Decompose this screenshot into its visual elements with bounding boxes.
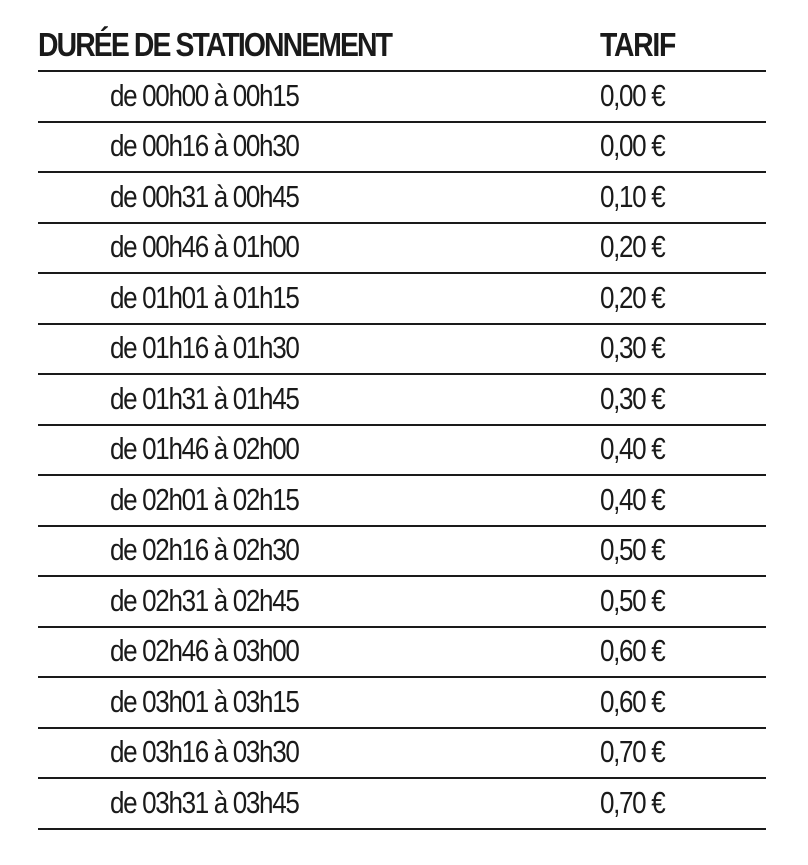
price-cell: 0,10 € bbox=[600, 178, 665, 214]
duration-cell: de 03h31 à 03h45 bbox=[110, 784, 299, 820]
duration-cell: de 01h16 à 01h30 bbox=[110, 330, 299, 365]
table-row bbox=[38, 678, 766, 729]
duration-cell: de 01h01 à 01h15 bbox=[110, 279, 299, 315]
price-cell: 0,70 € bbox=[600, 784, 665, 820]
table-body bbox=[38, 72, 766, 830]
table-row bbox=[38, 476, 766, 527]
table-row bbox=[38, 426, 766, 477]
price-cell: 0,50 € bbox=[600, 582, 665, 618]
price-cell: 0,40 € bbox=[600, 481, 665, 517]
duration-cell: de 02h31 à 02h45 bbox=[110, 582, 299, 618]
table-row bbox=[38, 527, 766, 578]
price-cell: 0,20 € bbox=[600, 279, 665, 315]
table-row bbox=[38, 72, 766, 123]
price-cell: 0,30 € bbox=[600, 330, 665, 365]
price-column-header: TARIF bbox=[600, 26, 675, 63]
duration-cell: de 03h16 à 03h30 bbox=[110, 734, 299, 769]
duration-cell: de 00h00 à 00h15 bbox=[110, 77, 299, 113]
price-cell: 0,60 € bbox=[600, 633, 665, 668]
duration-cell: de 01h31 à 01h45 bbox=[110, 380, 299, 416]
price-cell: 0,20 € bbox=[600, 229, 665, 264]
duration-cell: de 02h46 à 03h00 bbox=[110, 633, 299, 668]
duration-cell: de 01h46 à 02h00 bbox=[110, 431, 299, 466]
price-cell: 0,40 € bbox=[600, 431, 665, 466]
duration-cell: de 03h01 à 03h15 bbox=[110, 683, 299, 719]
table-row bbox=[38, 325, 766, 376]
table-row bbox=[38, 375, 766, 426]
price-cell: 0,70 € bbox=[600, 734, 665, 769]
duration-cell: de 00h46 à 01h00 bbox=[110, 229, 299, 264]
table-row bbox=[38, 173, 766, 224]
parking-tariff-table bbox=[38, 24, 766, 830]
duration-cell: de 00h31 à 00h45 bbox=[110, 178, 299, 214]
table-row bbox=[38, 779, 766, 830]
table-row bbox=[38, 123, 766, 174]
duration-cell: de 02h01 à 02h15 bbox=[110, 481, 299, 517]
table-row bbox=[38, 274, 766, 325]
price-cell: 0,00 € bbox=[600, 128, 665, 163]
duration-cell: de 00h16 à 00h30 bbox=[110, 128, 299, 163]
duration-column-header: DURÉE DE STATIONNEMENT bbox=[38, 26, 392, 63]
table-header bbox=[38, 24, 766, 72]
table-row bbox=[38, 729, 766, 780]
price-cell: 0,50 € bbox=[600, 532, 665, 567]
table-row bbox=[38, 628, 766, 679]
price-cell: 0,60 € bbox=[600, 683, 665, 719]
table-row bbox=[38, 224, 766, 275]
price-cell: 0,00 € bbox=[600, 77, 665, 113]
table-row bbox=[38, 577, 766, 628]
duration-cell: de 02h16 à 02h30 bbox=[110, 532, 299, 567]
price-cell: 0,30 € bbox=[600, 380, 665, 416]
